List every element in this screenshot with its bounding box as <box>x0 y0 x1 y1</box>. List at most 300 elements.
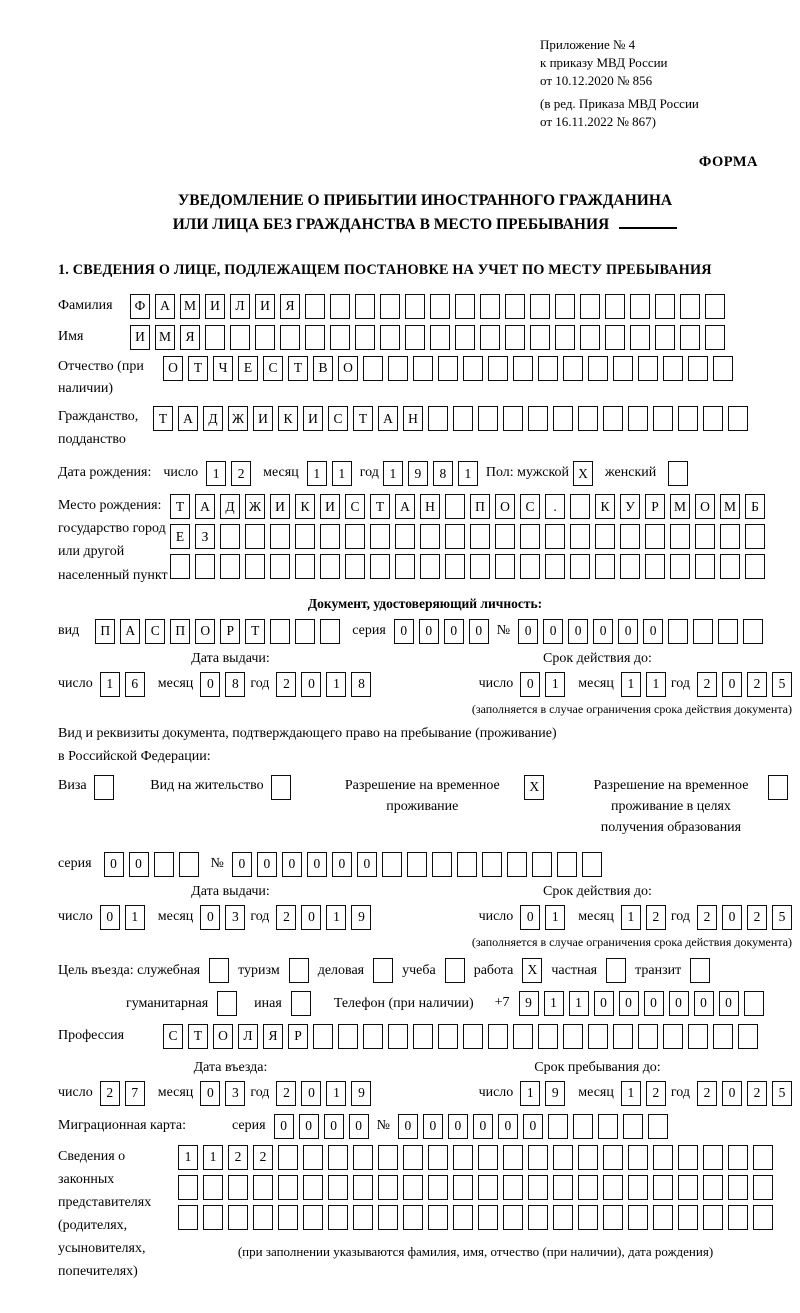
char-cell[interactable]: 0 <box>618 619 638 644</box>
char-cell[interactable] <box>628 406 648 431</box>
char-cell[interactable] <box>578 1175 598 1200</box>
char-cell[interactable] <box>220 554 240 579</box>
char-cell[interactable]: Р <box>220 619 240 644</box>
char-cell[interactable] <box>745 554 765 579</box>
char-cell[interactable] <box>253 1205 273 1230</box>
char-cell[interactable]: 0 <box>469 619 489 644</box>
char-cell[interactable]: И <box>253 406 273 431</box>
char-cell[interactable]: 0 <box>593 619 613 644</box>
char-cell[interactable] <box>455 325 475 350</box>
char-cell[interactable] <box>313 1024 333 1049</box>
char-cell[interactable]: М <box>155 325 175 350</box>
char-cell[interactable] <box>407 852 427 877</box>
char-cell[interactable]: 0 <box>644 991 664 1016</box>
char-cell[interactable] <box>278 1175 298 1200</box>
char-cell[interactable]: 0 <box>301 1081 321 1106</box>
char-cell[interactable]: О <box>163 356 183 381</box>
char-cell[interactable]: Ф <box>130 294 150 319</box>
char-cell[interactable]: 0 <box>473 1114 493 1139</box>
char-cell[interactable]: 2 <box>100 1081 120 1106</box>
char-cell[interactable] <box>382 852 402 877</box>
char-cell[interactable] <box>289 958 309 983</box>
char-cell[interactable]: 2 <box>276 905 296 930</box>
char-cell[interactable] <box>445 554 465 579</box>
char-cell[interactable] <box>230 325 250 350</box>
char-cell[interactable]: П <box>95 619 115 644</box>
char-cell[interactable]: О <box>495 494 515 519</box>
char-cell[interactable]: Л <box>238 1024 258 1049</box>
char-cell[interactable]: 9 <box>351 1081 371 1106</box>
char-cell[interactable] <box>370 524 390 549</box>
char-cell[interactable]: 1 <box>458 461 478 486</box>
char-cell[interactable] <box>598 1114 618 1139</box>
char-cell[interactable]: С <box>345 494 365 519</box>
char-cell[interactable]: 0 <box>498 1114 518 1139</box>
char-cell[interactable] <box>530 325 550 350</box>
char-cell[interactable] <box>743 619 763 644</box>
char-cell[interactable] <box>744 991 764 1016</box>
char-cell[interactable]: 9 <box>519 991 539 1016</box>
char-cell[interactable]: И <box>303 406 323 431</box>
char-cell[interactable] <box>420 524 440 549</box>
char-cell[interactable] <box>295 524 315 549</box>
char-cell[interactable]: 0 <box>523 1114 543 1139</box>
char-cell[interactable] <box>291 991 311 1016</box>
char-cell[interactable] <box>478 1145 498 1170</box>
char-cell[interactable]: Д <box>203 406 223 431</box>
char-cell[interactable] <box>620 524 640 549</box>
char-cell[interactable] <box>623 1114 643 1139</box>
char-cell[interactable]: 2 <box>646 905 666 930</box>
char-cell[interactable] <box>688 1024 708 1049</box>
char-cell[interactable] <box>178 1205 198 1230</box>
char-cell[interactable] <box>648 1114 668 1139</box>
char-cell[interactable] <box>209 958 229 983</box>
char-cell[interactable] <box>463 356 483 381</box>
char-cell[interactable]: 0 <box>200 905 220 930</box>
char-cell[interactable] <box>453 406 473 431</box>
char-cell[interactable] <box>505 325 525 350</box>
char-cell[interactable] <box>482 852 502 877</box>
char-cell[interactable]: 2 <box>747 905 767 930</box>
char-cell[interactable]: 0 <box>419 619 439 644</box>
char-cell[interactable] <box>228 1205 248 1230</box>
char-cell[interactable] <box>478 406 498 431</box>
char-cell[interactable] <box>271 775 291 800</box>
char-cell[interactable]: А <box>178 406 198 431</box>
char-cell[interactable] <box>388 356 408 381</box>
char-cell[interactable] <box>405 325 425 350</box>
char-cell[interactable] <box>703 1175 723 1200</box>
char-cell[interactable]: М <box>180 294 200 319</box>
char-cell[interactable]: 1 <box>307 461 327 486</box>
char-cell[interactable] <box>430 294 450 319</box>
char-cell[interactable] <box>655 294 675 319</box>
char-cell[interactable] <box>570 494 590 519</box>
char-cell[interactable]: 9 <box>545 1081 565 1106</box>
char-cell[interactable]: 1 <box>545 672 565 697</box>
char-cell[interactable] <box>606 958 626 983</box>
char-cell[interactable]: И <box>255 294 275 319</box>
char-cell[interactable] <box>503 1205 523 1230</box>
char-cell[interactable]: 0 <box>200 672 220 697</box>
char-cell[interactable]: Я <box>263 1024 283 1049</box>
char-cell[interactable] <box>478 1175 498 1200</box>
char-cell[interactable] <box>670 524 690 549</box>
char-cell[interactable] <box>413 1024 433 1049</box>
char-cell[interactable]: Т <box>353 406 373 431</box>
char-cell[interactable]: С <box>520 494 540 519</box>
char-cell[interactable]: Р <box>645 494 665 519</box>
char-cell[interactable] <box>432 852 452 877</box>
char-cell[interactable]: 9 <box>351 905 371 930</box>
char-cell[interactable] <box>453 1175 473 1200</box>
char-cell[interactable] <box>217 991 237 1016</box>
char-cell[interactable]: 2 <box>747 1081 767 1106</box>
char-cell[interactable] <box>553 406 573 431</box>
char-cell[interactable] <box>578 1145 598 1170</box>
char-cell[interactable]: Ч <box>213 356 233 381</box>
char-cell[interactable]: Р <box>288 1024 308 1049</box>
char-cell[interactable] <box>745 524 765 549</box>
char-cell[interactable] <box>253 1175 273 1200</box>
char-cell[interactable] <box>438 1024 458 1049</box>
char-cell[interactable] <box>179 852 199 877</box>
char-cell[interactable]: 0 <box>722 1081 742 1106</box>
char-cell[interactable]: А <box>155 294 175 319</box>
char-cell[interactable] <box>470 554 490 579</box>
char-cell[interactable] <box>305 325 325 350</box>
char-cell[interactable]: 1 <box>621 672 641 697</box>
char-cell[interactable]: У <box>620 494 640 519</box>
char-cell[interactable] <box>428 406 448 431</box>
char-cell[interactable] <box>270 554 290 579</box>
char-cell[interactable] <box>653 406 673 431</box>
char-cell[interactable] <box>548 1114 568 1139</box>
char-cell[interactable]: 0 <box>643 619 663 644</box>
char-cell[interactable] <box>532 852 552 877</box>
char-cell[interactable]: К <box>278 406 298 431</box>
char-cell[interactable] <box>753 1175 773 1200</box>
char-cell[interactable]: 0 <box>232 852 252 877</box>
char-cell[interactable]: 0 <box>694 991 714 1016</box>
char-cell[interactable] <box>270 524 290 549</box>
char-cell[interactable] <box>503 1175 523 1200</box>
char-cell[interactable] <box>295 554 315 579</box>
char-cell[interactable] <box>495 524 515 549</box>
char-cell[interactable]: 1 <box>544 991 564 1016</box>
char-cell[interactable]: 1 <box>545 905 565 930</box>
char-cell[interactable] <box>453 1205 473 1230</box>
char-cell[interactable]: А <box>195 494 215 519</box>
char-cell[interactable]: 0 <box>520 672 540 697</box>
char-cell[interactable]: П <box>470 494 490 519</box>
char-cell[interactable] <box>630 294 650 319</box>
char-cell[interactable] <box>563 356 583 381</box>
char-cell[interactable]: 2 <box>276 1081 296 1106</box>
char-cell[interactable] <box>573 1114 593 1139</box>
char-cell[interactable] <box>355 294 375 319</box>
char-cell[interactable] <box>603 406 623 431</box>
char-cell[interactable] <box>555 294 575 319</box>
char-cell[interactable] <box>345 554 365 579</box>
char-cell[interactable] <box>195 554 215 579</box>
char-cell[interactable] <box>405 294 425 319</box>
char-cell[interactable] <box>553 1145 573 1170</box>
char-cell[interactable] <box>663 1024 683 1049</box>
char-cell[interactable] <box>303 1205 323 1230</box>
char-cell[interactable] <box>457 852 477 877</box>
char-cell[interactable]: С <box>328 406 348 431</box>
char-cell[interactable]: 0 <box>274 1114 294 1139</box>
char-cell[interactable] <box>488 356 508 381</box>
char-cell[interactable]: Д <box>220 494 240 519</box>
char-cell[interactable]: X <box>573 461 593 486</box>
char-cell[interactable] <box>170 554 190 579</box>
char-cell[interactable] <box>738 1024 758 1049</box>
char-cell[interactable]: 8 <box>351 672 371 697</box>
char-cell[interactable] <box>420 554 440 579</box>
char-cell[interactable]: О <box>695 494 715 519</box>
char-cell[interactable] <box>395 524 415 549</box>
char-cell[interactable] <box>678 1205 698 1230</box>
char-cell[interactable] <box>363 1024 383 1049</box>
char-cell[interactable] <box>520 524 540 549</box>
char-cell[interactable]: Ж <box>228 406 248 431</box>
char-cell[interactable] <box>545 554 565 579</box>
char-cell[interactable] <box>753 1145 773 1170</box>
char-cell[interactable]: Т <box>370 494 390 519</box>
char-cell[interactable] <box>370 554 390 579</box>
char-cell[interactable] <box>713 356 733 381</box>
char-cell[interactable] <box>528 1175 548 1200</box>
char-cell[interactable]: А <box>120 619 140 644</box>
char-cell[interactable] <box>378 1145 398 1170</box>
char-cell[interactable] <box>303 1175 323 1200</box>
char-cell[interactable] <box>303 1145 323 1170</box>
char-cell[interactable] <box>705 325 725 350</box>
char-cell[interactable] <box>403 1145 423 1170</box>
char-cell[interactable] <box>278 1145 298 1170</box>
char-cell[interactable]: 0 <box>100 905 120 930</box>
char-cell[interactable]: 0 <box>722 905 742 930</box>
char-cell[interactable] <box>703 1145 723 1170</box>
char-cell[interactable]: И <box>130 325 150 350</box>
char-cell[interactable] <box>94 775 114 800</box>
char-cell[interactable] <box>363 356 383 381</box>
char-cell[interactable] <box>613 1024 633 1049</box>
char-cell[interactable] <box>557 852 577 877</box>
char-cell[interactable]: 0 <box>332 852 352 877</box>
char-cell[interactable]: З <box>195 524 215 549</box>
char-cell[interactable]: Я <box>180 325 200 350</box>
char-cell[interactable]: Н <box>403 406 423 431</box>
char-cell[interactable] <box>553 1205 573 1230</box>
char-cell[interactable] <box>555 325 575 350</box>
char-cell[interactable]: Ж <box>245 494 265 519</box>
char-cell[interactable] <box>228 1175 248 1200</box>
char-cell[interactable] <box>582 852 602 877</box>
char-cell[interactable]: 0 <box>257 852 277 877</box>
char-cell[interactable]: А <box>378 406 398 431</box>
char-cell[interactable] <box>220 524 240 549</box>
char-cell[interactable] <box>353 1205 373 1230</box>
char-cell[interactable]: 0 <box>669 991 689 1016</box>
char-cell[interactable]: М <box>670 494 690 519</box>
char-cell[interactable]: 0 <box>448 1114 468 1139</box>
char-cell[interactable] <box>638 356 658 381</box>
char-cell[interactable] <box>503 406 523 431</box>
char-cell[interactable] <box>305 294 325 319</box>
char-cell[interactable] <box>595 524 615 549</box>
char-cell[interactable] <box>403 1205 423 1230</box>
char-cell[interactable] <box>445 958 465 983</box>
char-cell[interactable] <box>613 356 633 381</box>
char-cell[interactable] <box>688 356 708 381</box>
char-cell[interactable] <box>693 619 713 644</box>
char-cell[interactable] <box>695 554 715 579</box>
char-cell[interactable]: Л <box>230 294 250 319</box>
char-cell[interactable] <box>653 1175 673 1200</box>
char-cell[interactable] <box>203 1175 223 1200</box>
char-cell[interactable]: 1 <box>621 1081 641 1106</box>
char-cell[interactable] <box>705 294 725 319</box>
char-cell[interactable]: 8 <box>225 672 245 697</box>
char-cell[interactable] <box>438 356 458 381</box>
char-cell[interactable] <box>603 1205 623 1230</box>
char-cell[interactable]: 2 <box>697 905 717 930</box>
char-cell[interactable]: 9 <box>408 461 428 486</box>
char-cell[interactable]: М <box>720 494 740 519</box>
char-cell[interactable] <box>328 1175 348 1200</box>
char-cell[interactable] <box>320 554 340 579</box>
char-cell[interactable]: X <box>524 775 544 800</box>
char-cell[interactable]: . <box>545 494 565 519</box>
char-cell[interactable] <box>378 1175 398 1200</box>
char-cell[interactable]: 2 <box>253 1145 273 1170</box>
char-cell[interactable]: 1 <box>326 905 346 930</box>
char-cell[interactable]: 0 <box>520 905 540 930</box>
char-cell[interactable] <box>653 1205 673 1230</box>
char-cell[interactable]: 0 <box>423 1114 443 1139</box>
char-cell[interactable] <box>603 1175 623 1200</box>
char-cell[interactable]: 5 <box>772 672 792 697</box>
char-cell[interactable] <box>720 524 740 549</box>
char-cell[interactable] <box>578 1205 598 1230</box>
char-cell[interactable] <box>628 1175 648 1200</box>
char-cell[interactable] <box>528 1205 548 1230</box>
char-cell[interactable] <box>203 1205 223 1230</box>
char-cell[interactable] <box>320 524 340 549</box>
char-cell[interactable]: К <box>595 494 615 519</box>
char-cell[interactable] <box>513 1024 533 1049</box>
char-cell[interactable] <box>154 852 174 877</box>
char-cell[interactable] <box>630 325 650 350</box>
char-cell[interactable]: 0 <box>200 1081 220 1106</box>
char-cell[interactable] <box>653 1145 673 1170</box>
char-cell[interactable]: В <box>313 356 333 381</box>
char-cell[interactable]: 1 <box>206 461 226 486</box>
char-cell[interactable]: 0 <box>619 991 639 1016</box>
char-cell[interactable] <box>595 554 615 579</box>
char-cell[interactable]: Т <box>288 356 308 381</box>
char-cell[interactable]: И <box>320 494 340 519</box>
char-cell[interactable]: 0 <box>299 1114 319 1139</box>
char-cell[interactable] <box>588 1024 608 1049</box>
char-cell[interactable]: 0 <box>104 852 124 877</box>
char-cell[interactable] <box>668 619 688 644</box>
char-cell[interactable]: 1 <box>520 1081 540 1106</box>
char-cell[interactable] <box>320 619 340 644</box>
char-cell[interactable]: И <box>205 294 225 319</box>
char-cell[interactable] <box>690 958 710 983</box>
char-cell[interactable] <box>330 325 350 350</box>
char-cell[interactable] <box>428 1145 448 1170</box>
char-cell[interactable]: X <box>522 958 542 983</box>
char-cell[interactable] <box>628 1145 648 1170</box>
char-cell[interactable]: 0 <box>722 672 742 697</box>
char-cell[interactable]: 2 <box>231 461 251 486</box>
char-cell[interactable]: О <box>338 356 358 381</box>
char-cell[interactable]: 5 <box>772 1081 792 1106</box>
char-cell[interactable] <box>703 1205 723 1230</box>
char-cell[interactable]: Е <box>238 356 258 381</box>
char-cell[interactable]: 0 <box>719 991 739 1016</box>
char-cell[interactable] <box>480 294 500 319</box>
char-cell[interactable] <box>570 554 590 579</box>
char-cell[interactable]: Т <box>153 406 173 431</box>
char-cell[interactable]: 0 <box>357 852 377 877</box>
char-cell[interactable]: П <box>170 619 190 644</box>
char-cell[interactable] <box>507 852 527 877</box>
char-cell[interactable]: Я <box>280 294 300 319</box>
char-cell[interactable]: Е <box>170 524 190 549</box>
char-cell[interactable] <box>520 554 540 579</box>
char-cell[interactable]: Б <box>745 494 765 519</box>
char-cell[interactable] <box>663 356 683 381</box>
char-cell[interactable]: И <box>270 494 290 519</box>
char-cell[interactable] <box>353 1145 373 1170</box>
char-cell[interactable] <box>455 294 475 319</box>
char-cell[interactable] <box>395 554 415 579</box>
char-cell[interactable] <box>430 325 450 350</box>
char-cell[interactable] <box>373 958 393 983</box>
char-cell[interactable] <box>380 294 400 319</box>
char-cell[interactable] <box>728 406 748 431</box>
char-cell[interactable] <box>645 554 665 579</box>
char-cell[interactable] <box>720 554 740 579</box>
char-cell[interactable]: О <box>195 619 215 644</box>
char-cell[interactable] <box>178 1175 198 1200</box>
char-cell[interactable]: 1 <box>332 461 352 486</box>
char-cell[interactable]: Т <box>170 494 190 519</box>
char-cell[interactable] <box>480 325 500 350</box>
char-cell[interactable] <box>453 1145 473 1170</box>
char-cell[interactable] <box>478 1205 498 1230</box>
char-cell[interactable] <box>255 325 275 350</box>
char-cell[interactable]: К <box>295 494 315 519</box>
char-cell[interactable] <box>680 325 700 350</box>
char-cell[interactable]: 8 <box>433 461 453 486</box>
char-cell[interactable] <box>445 524 465 549</box>
char-cell[interactable] <box>355 325 375 350</box>
char-cell[interactable] <box>545 524 565 549</box>
char-cell[interactable] <box>695 524 715 549</box>
char-cell[interactable]: 0 <box>301 905 321 930</box>
char-cell[interactable] <box>380 325 400 350</box>
char-cell[interactable] <box>728 1145 748 1170</box>
char-cell[interactable]: С <box>263 356 283 381</box>
